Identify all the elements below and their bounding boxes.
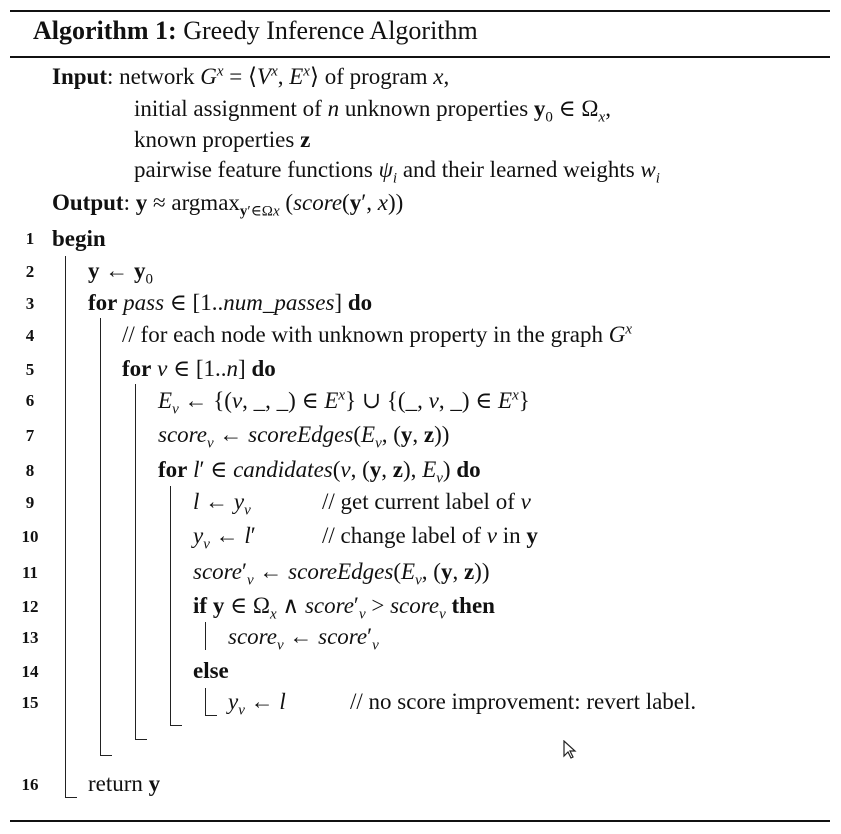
top-rule xyxy=(10,10,830,12)
line-10: $y_v$ ← l′ xyxy=(193,523,256,553)
v-loop-bar xyxy=(135,384,136,740)
begin-block-bar xyxy=(65,256,66,798)
line-number-13: 13 xyxy=(21,628,39,647)
line-number-3: 3 xyxy=(25,294,35,313)
line-12: if y ∈ $\Omega_x$ ∧ $score'_v$ > score$_v$ then xyxy=(193,593,495,623)
pass-loop-end xyxy=(100,755,112,756)
line-7: score$_v$ ← $scoreEdges(E_v$, (y, z)) xyxy=(158,422,450,452)
else-block-bar xyxy=(205,688,206,716)
algorithm-title xyxy=(33,18,478,44)
kw-return: return xyxy=(88,771,143,796)
line-5: for v ∈ [1..n] do xyxy=(122,356,276,381)
output-label: Output xyxy=(52,190,124,215)
title-rule xyxy=(10,56,830,58)
line-11: $score'_v$ ← $scoreEdges(E_v$, (y, z)) xyxy=(193,559,490,589)
line-number-10: 10 xyxy=(21,527,39,546)
line-number-15: 15 xyxy=(21,693,39,712)
candidate-loop-bar xyxy=(170,486,171,726)
line-14-else: else xyxy=(193,658,229,683)
line-number-11: 11 xyxy=(21,563,39,582)
kw-do: do xyxy=(347,290,373,315)
comment-line-4: // for each node with unknown property in the graph xyxy=(122,322,603,347)
line-6: $E_v$ ← {(v, _, _) ∈ $E^x$} ∪ {(_, v, _) ∈ $E^x$} xyxy=(158,387,530,418)
v-loop-end xyxy=(135,739,147,740)
then-block-bar xyxy=(205,622,206,650)
mouse-cursor-icon xyxy=(563,740,577,760)
line-number-2: 2 xyxy=(25,262,35,281)
line-15: $y_v$ ← l xyxy=(228,689,286,719)
input-line-3: known properties z xyxy=(134,127,311,152)
line-4: // for each node with unknown property in the graph $G^x$ xyxy=(122,321,633,347)
candidate-loop-end xyxy=(170,725,182,726)
begin-block-end xyxy=(65,797,77,798)
algorithm-label: Algorithm 1: xyxy=(33,16,177,45)
line-number-4: 4 xyxy=(25,326,35,345)
comment-line-9: // get current label of xyxy=(322,489,515,514)
line-number-12: 12 xyxy=(21,597,39,616)
kw-if: if xyxy=(193,593,208,618)
line-number-8: 8 xyxy=(25,461,35,480)
line-8: for l′ ∈ candidates(v, (y, z), $E_v$) do xyxy=(158,457,481,487)
line-1-begin: begin xyxy=(52,226,106,251)
input-line-2: initial assignment of n unknown properties $y_0$ ∈ $\Omega_x$, xyxy=(134,96,611,126)
line-number-5: 5 xyxy=(25,360,35,379)
line-9: l ← $y_v$ xyxy=(193,489,251,519)
line-number-1: 1 xyxy=(25,229,35,248)
algorithm-name: Greedy Inference Algorithm xyxy=(183,16,478,45)
line-3: for pass ∈ [1..num_passes] do xyxy=(88,290,373,315)
line-9-comment: // get current label of v xyxy=(322,489,531,514)
line-number-7: 7 xyxy=(25,426,35,445)
line-number-14: 14 xyxy=(21,662,39,681)
pass-loop-bar xyxy=(100,318,101,756)
kw-for: for xyxy=(88,290,118,315)
else-block-end xyxy=(205,715,217,716)
input-line-4: pairwise feature functions $\psi_i$ and their learned weights $w_i$ xyxy=(134,157,660,187)
line-number-16: 16 xyxy=(21,775,39,794)
line-2: y ← $y_0$ xyxy=(88,258,153,288)
line-number-6: 6 xyxy=(25,391,35,410)
kw-then: then xyxy=(451,593,495,618)
line-16: return y xyxy=(88,771,161,796)
comment-line-10b: in xyxy=(502,523,521,548)
bottom-rule xyxy=(10,820,830,822)
line-15-comment: // no score improvement: revert label. xyxy=(350,689,697,714)
line-10-comment: // change label of v in y xyxy=(322,523,538,548)
line-number-9: 9 xyxy=(25,493,35,512)
input-label: Input xyxy=(52,64,107,89)
input-line-1: Input: network $G^x$ = $⟨V^x$, $E^x⟩$ of program x, xyxy=(52,63,450,89)
output-line: Output: y ≈ argmax$_{y'\in\Omega x}$ (score(y′, x)) xyxy=(52,190,404,220)
comment-line-10a: // change label of xyxy=(322,523,482,548)
line-13: score$_v$ ← $score'_v$ xyxy=(228,624,379,654)
